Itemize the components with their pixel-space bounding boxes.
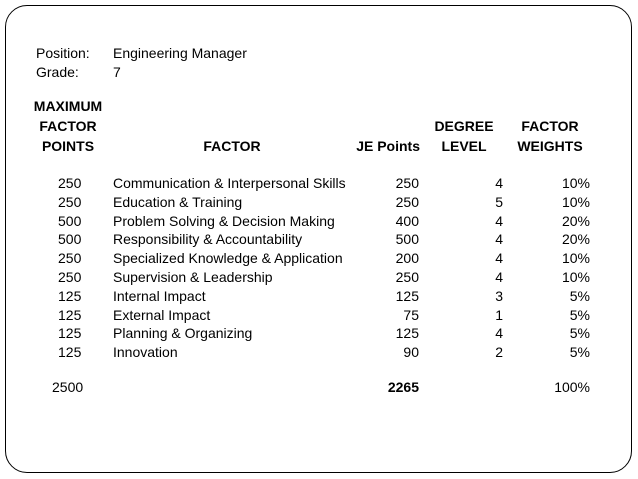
header-weights-line1: FACTOR xyxy=(521,118,579,134)
row-degree-level: 3 xyxy=(495,287,503,304)
row-factor-name: Problem Solving & Decision Making xyxy=(113,212,335,229)
total-je-points: 2265 xyxy=(387,379,419,395)
row-factor-name: Specialized Knowledge & Application xyxy=(113,250,343,267)
row-max-points: 125 xyxy=(58,344,82,361)
row-factor-weight: 20% xyxy=(561,231,590,248)
row-degree-level: 4 xyxy=(495,269,503,285)
row-je-points: 250 xyxy=(395,175,419,191)
total-weight: 100% xyxy=(554,379,590,395)
row-factor-weight: 20% xyxy=(561,212,590,229)
row-je-points: 250 xyxy=(395,269,419,285)
row-max-points: 125 xyxy=(58,325,82,342)
row-factor-weight: 10% xyxy=(561,250,590,267)
row-factor-weight: 10% xyxy=(561,269,590,285)
row-factor-name: Supervision & Leadership xyxy=(113,269,273,285)
header-degree-line2: LEVEL xyxy=(441,138,487,154)
row-degree-level: 4 xyxy=(495,325,503,342)
row-factor-weight: 5% xyxy=(569,287,590,304)
row-max-points: 250 xyxy=(58,269,82,285)
row-je-points: 200 xyxy=(395,250,419,267)
row-je-points: 250 xyxy=(395,193,419,210)
row-factor-weight: 10% xyxy=(561,193,590,210)
grade-label: Grade: xyxy=(36,64,79,80)
row-max-points: 250 xyxy=(58,250,82,267)
header-max-line2: FACTOR xyxy=(39,118,97,134)
total-max-points: 2500 xyxy=(52,379,84,395)
row-je-points: 125 xyxy=(395,325,419,342)
row-max-points: 125 xyxy=(58,287,82,304)
row-degree-level: 4 xyxy=(495,212,503,229)
row-degree-level: 2 xyxy=(495,344,503,361)
header-max-line3: POINTS xyxy=(41,138,95,154)
row-factor-weight: 5% xyxy=(569,306,590,323)
row-factor-weight: 10% xyxy=(561,175,590,191)
row-factor-name: Communication & Interpersonal Skills xyxy=(113,175,346,191)
row-factor-name: Education & Training xyxy=(113,193,243,210)
row-max-points: 125 xyxy=(58,306,82,323)
row-max-points: 500 xyxy=(58,231,82,248)
row-factor-name: External Impact xyxy=(113,306,211,323)
row-factor-name: Innovation xyxy=(113,344,178,361)
header-weights-line2: WEIGHTS xyxy=(517,138,583,154)
row-max-points: 250 xyxy=(58,193,82,210)
row-degree-level: 1 xyxy=(495,306,503,323)
row-degree-level: 4 xyxy=(495,231,503,248)
row-je-points: 90 xyxy=(403,344,419,361)
header-degree-line1: DEGREE xyxy=(434,118,494,134)
row-factor-weight: 5% xyxy=(569,344,590,361)
row-max-points: 500 xyxy=(58,212,82,229)
row-degree-level: 4 xyxy=(495,175,503,191)
row-max-points: 250 xyxy=(58,175,82,191)
row-degree-level: 5 xyxy=(495,193,503,210)
row-je-points: 500 xyxy=(395,231,419,248)
position-value: Engineering Manager xyxy=(113,45,247,61)
row-je-points: 125 xyxy=(395,287,419,304)
row-factor-name: Responsibility & Accountability xyxy=(113,231,303,248)
header-je-points: JE Points xyxy=(356,138,420,154)
header-factor: FACTOR xyxy=(203,138,261,154)
row-je-points: 400 xyxy=(395,212,419,229)
row-factor-weight: 5% xyxy=(569,325,590,342)
position-label: Position: xyxy=(36,45,90,61)
row-factor-name: Internal Impact xyxy=(113,287,206,304)
row-degree-level: 4 xyxy=(495,250,503,267)
header-max-line1: MAXIMUM xyxy=(33,98,103,114)
grade-value: 7 xyxy=(113,64,121,80)
row-je-points: 75 xyxy=(403,306,419,323)
row-factor-name: Planning & Organizing xyxy=(113,325,253,342)
